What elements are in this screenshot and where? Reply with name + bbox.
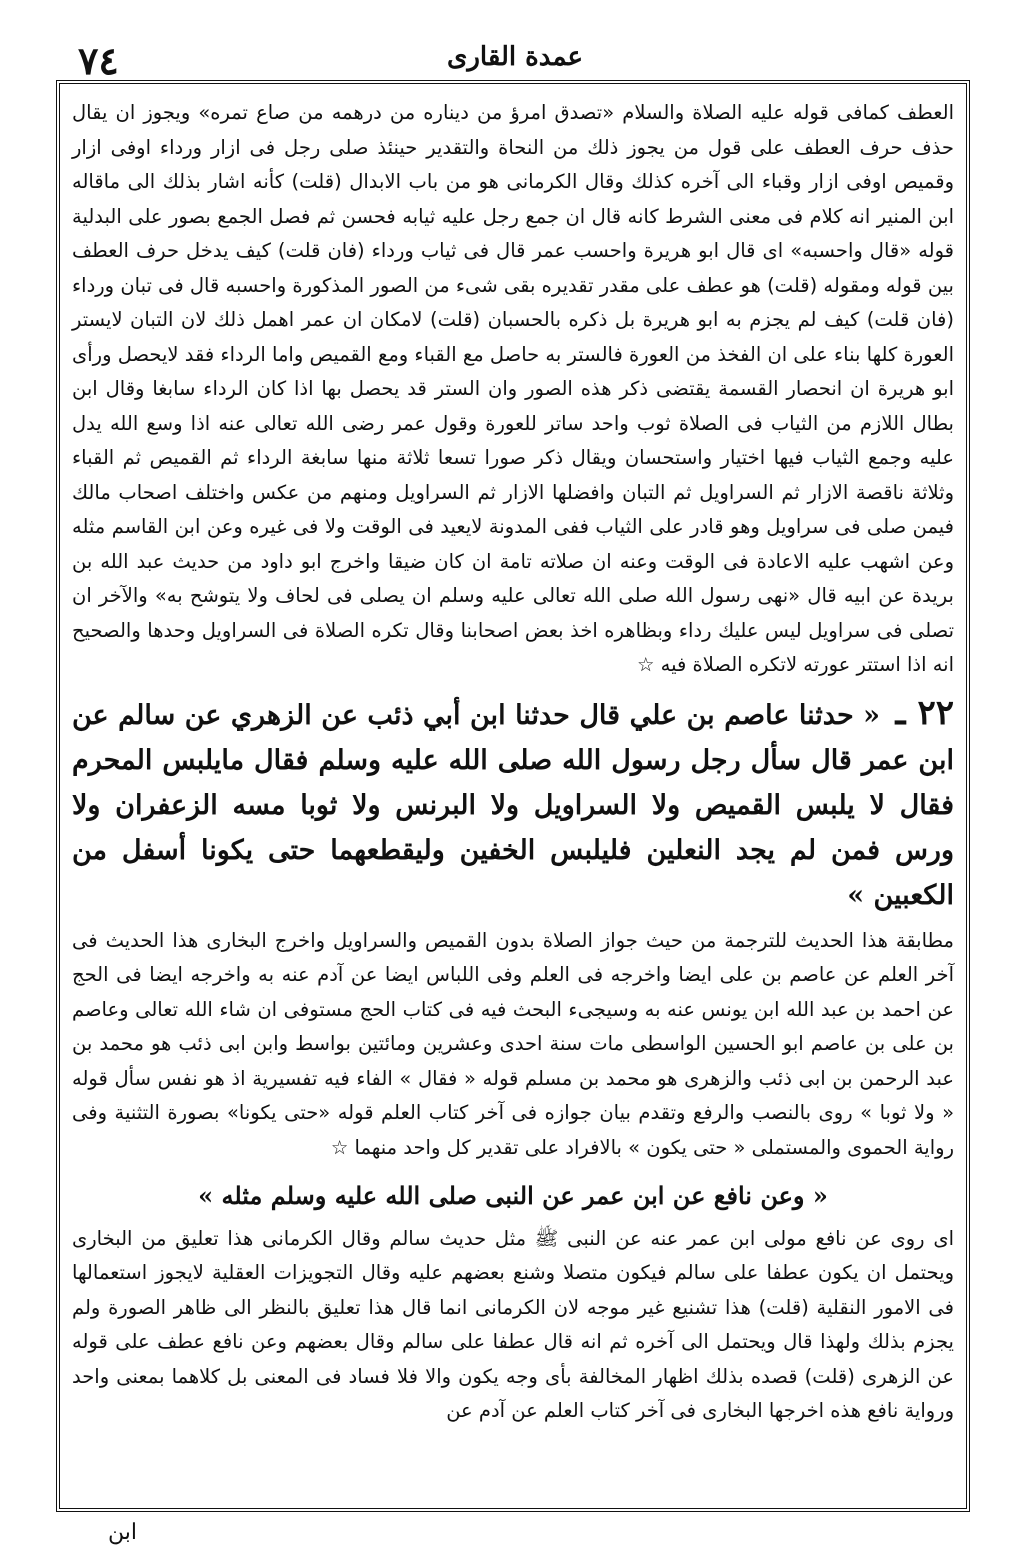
catchword: ابن: [108, 1520, 137, 1545]
running-title: عمدة القاری: [447, 42, 583, 72]
commentary-paragraph: مطابقة هذا الحديث للترجمة من حيث جواز الصلاة بدون القميص والسراويل واخرج البخارى هذا الحديث فى آخر العلم عن عاصم بن على ايضا واخرجه فى العلم وفى اللباس ايضا عن آدم عنه به واخرجه ايضا فى الحج عن احمد بن عبد الله ابن يونس عنه به وسيجىء البحث فيه فى كتاب الحج مستوفى ان شاء الله تعالى وعاصم بن على بن عاصم ابو الحسين الواسطى مات سنة احدى وعشرين ومائتين بواسط وابن ابى ذئب هو محمد بن عبد الرحمن بن ابى ذئب والزهرى هو محمد بن مسلم قوله « فقال » الفاء فيه تفسيرية اذ هو نفس سأل قوله « ولا ثوبا » روى بالنصب والرفع وتقدم بيان جوازه فى آخر كتاب العلم قوله «حتى يكونا» بصورة التثنية وفى رواية الحموى والمستملى « حتى يكون » بالافراد على تقدير كل واحد منهما ☆: [72, 928, 954, 1159]
commentary-paragraph: العطف كمافى قوله عليه الصلاة والسلام «تصدق امرؤ من ديناره من درهمه من صاع تمره» ويجوز ان يقال حذف حرف العطف على قول من يجوز ذلك من النحاة والتقدير حينئذ صلى رجل فى ازار ورداء اوفى ازار وقميص اوفى ازار وقباء الى آخره كذلك وقال الكرمانى هو من باب الابدال (قلت) كأنه اشار بذلك الى ماقاله ابن المنير انه كلام فى معنى الشرط كانه قال ان جمع رجل عليه ثيابه فحسن ثم فصل الجمع بصور على البدلية قوله «قال واحسبه» اى قال ابو هريرة واحسب عمر قال فى ثياب ورداء (فان قلت) كيف يدخل حرف العطف بين قوله ومقوله (قلت) هو عطف على مقدر تقديره بقى شىء من الصور المذكورة واحسبه قال فى تبان ورداء (فان قلت) كيف لم يجزم به ابو هريرة بل ذكره بالحسبان (قلت) لامكان ان عمر اهمل ذلك لان التبان لايستر العورة كلها بناء على ان الفخذ من العورة فالستر به حاصل مع القباء ومع القميص واما الرداء فقد لايحصل ورأى ابو هريرة ان انحصار القسمة يقتضى ذكر هذه الصور وان الستر قد يحصل بها اذا كان الرداء سابغا وقال ابن بطال اللازم من الثياب فى الصلاة ثوب واحد ساتر للعورة وقول عمر رضى الله تعالى عنه اذا وسع الله يدل عليه وجمع الثياب فيها اختيار واستحسان ويقال ذكر صورا تسعا ثلاثة منها سابغة الرداء ثم القميص ثم القباء وثلاثة ناقصة الازار ثم السراويل ثم التبان وافضلها الازار ثم السراويل ومنهم من عكس واختلف اصحاب مالك فيمن صلى فى سراويل وهو قادر على الثياب ففى المدونة لايعيد فى الوقت ولا فى غيره وعن ابن القاسم مثله وعن اشهب عليه الاعادة فى الوقت وعنه ان صلاته تامة ان كان ضيقا واخرج ابو داود من حديث عبد الله بن بريدة عن ابيه قال «نهى رسول الله صلى الله تعالى عليه وسلم ان يصلى فى لحاف ولا يتوشح به» والآخر ان تصلى فى سراويل ليس عليك رداء وبظاهره اخذ بعض اصحابنا وقال تكره الصلاة فى السراويل وحدها والصحيح انه اذا استتر عورته لاتكره الصلاة فيه ☆: [72, 101, 954, 676]
hadith-text: « حدثنا عاصم بن علي قال حدثنا ابن أبي ذئب عن الزهري عن سالم عن ابن عمر قال سأل رجل رسول الله صلى الله عليه وسلم فقال مايلبس المحرم فقال لا يلبس القميص ولا السراويل ولا البرنس ولا ثوبا مسه الزعفران ولا ورس فمن لم يجد النعلين فليلبس الخفين وليقطعهما حتى يكونا أسفل من الكعبين »: [72, 699, 954, 911]
hadith-block: [72, 691, 954, 918]
narration-line: « وعن نافع عن ابن عمر عن النبى صلى الله عليه وسلم مثله »: [198, 1181, 828, 1210]
page-header: [60, 36, 970, 83]
hadith-number: ٢٢ ـ: [895, 692, 954, 733]
commentary-paragraph: اى روى عن نافع مولى ابن عمر عنه عن النبى ﷺ مثل حديث سالم وقال الكرمانى هذا تعليق من البخارى ويحتمل ان يكون عطفا على سالم فيكون متصلا وشنع بعضهم عليه وقال التجويزات العقلية لايجوز استعمالها فى الامور النقلية (قلت) هذا تشنيع غير موجه لان الكرمانى انما قال هذا تعليق بالنظر الى ظاهر الصورة ولم يجزم بذلك ولهذا قال ويحتمل الى آخره ثم انه قال عطفا على سالم وقال بعضهم وعن نافع عطف على قوله عن الزهرى (قلت) قصده بذلك اظهار المخالفة بأى وجه يكون والا فلا فساد فى المعنى بل كلاهما بمعنى واحد ورواية نافع هذه اخرجها البخارى فى آخر كتاب العلم عن آدم عن: [72, 1226, 954, 1422]
page-number: ٧٤: [78, 38, 119, 83]
page-body: [72, 96, 954, 1429]
